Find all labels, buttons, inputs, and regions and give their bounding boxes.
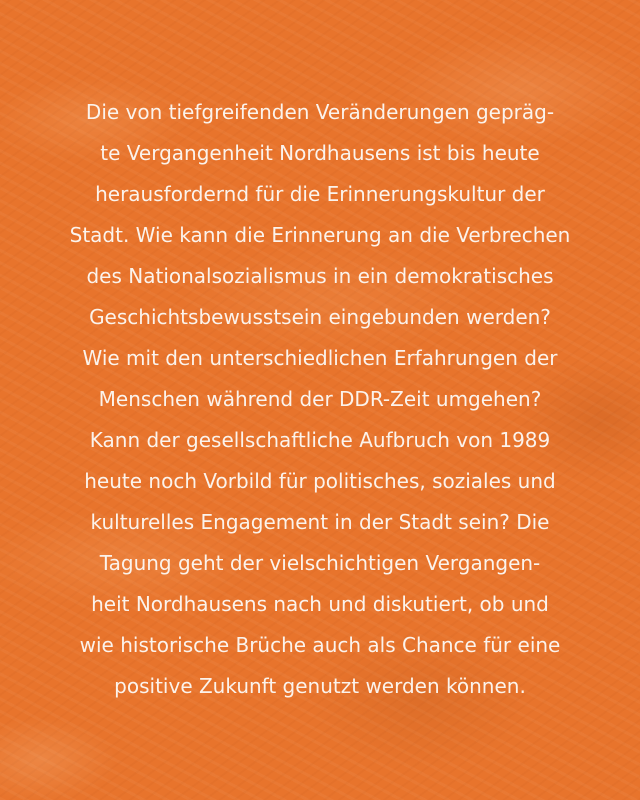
body-line: te Vergangenheit Nordhausens ist bis heute: [100, 141, 540, 165]
body-line: heit Nordhausens nach und diskutiert, ob und: [91, 592, 549, 616]
body-line: Menschen während der DDR-Zeit umgehen?: [98, 387, 542, 411]
body-line: wie historische Brüche auch als Chance für eine: [79, 633, 561, 657]
body-line: positive Zukunft genutzt werden können.: [114, 674, 526, 698]
body-line: Geschichtsbewusstsein eingebunden werden?: [89, 305, 551, 329]
body-line: kulturelles Engagement in der Stadt sein? Die: [90, 510, 550, 534]
body-line: des Nationalsozialismus in ein demokratisches: [86, 264, 554, 288]
body-line: herausfordernd für die Erinnerungskultur der: [95, 182, 545, 206]
body-line: Wie mit den unterschiedlichen Erfahrungen der: [82, 346, 558, 370]
body-line: Stadt. Wie kann die Erinnerung an die Verbrechen: [69, 223, 571, 247]
body-paragraph: [40, 92, 600, 707]
body-line: Tagung geht der vielschichtigen Vergangen-: [99, 551, 541, 575]
body-line: heute noch Vorbild für politisches, soziales und: [84, 469, 556, 493]
body-line: Die von tiefgreifenden Veränderungen gepräg-: [85, 100, 555, 124]
body-line: Kann der gesellschaftliche Aufbruch von 1989: [89, 428, 551, 452]
